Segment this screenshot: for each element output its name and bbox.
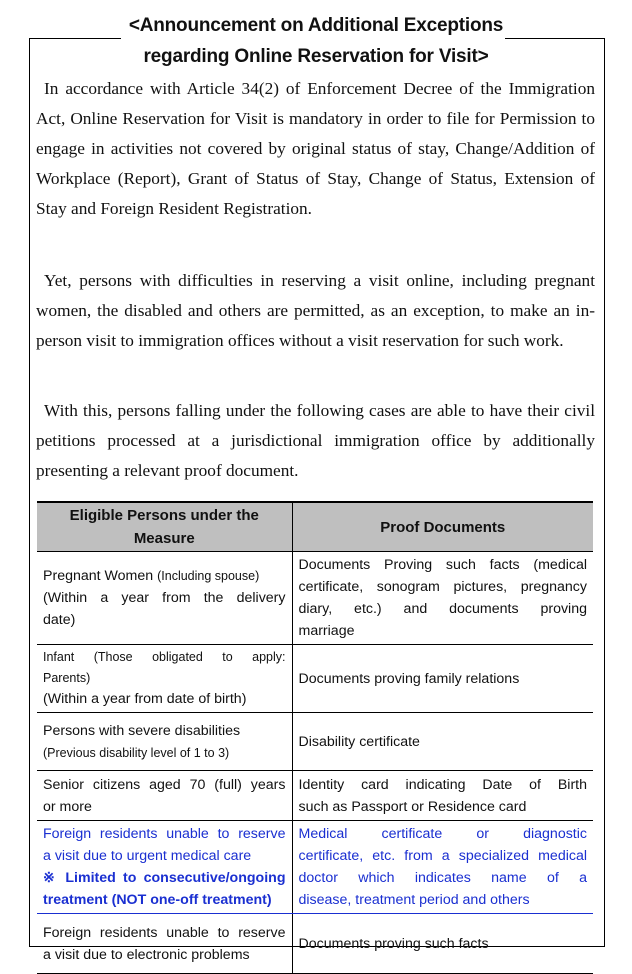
medical-proof-line-4: disease, treatment period and others [298,892,530,908]
pregnant-note: (Including spouse) [157,569,260,583]
pregnant-proof-line-4: marriage [298,623,355,639]
paragraph-1-text: In accordance with Article 34(2) of Enforcement Decree of the Immigration Act, Online Reservation for Visit is mandatory in order to file for Permission to engage in activities not covered by original status of stay, Change/Addition of Workplace (Report), Grant of Status of Stay, Change of Status, Extension of Stay and Foreign Resident Registration. [36,79,595,218]
table-row-senior [37,771,593,821]
medical-proof-line-3: doctor which indicates name of a [298,870,587,886]
cell-infant-proof: Documents proving family relations [292,645,593,713]
eligibility-table [37,501,593,974]
cell-senior-proof [292,771,593,821]
pregnant-proof-line-1: Documents Proving such facts (medical [298,557,587,573]
cell-disabled-eligible [37,713,292,771]
table-row-medical [37,821,593,914]
senior-proof-line-2: such as Passport or Residence card [298,798,527,815]
medical-label-end: a visit due to urgent medical care [43,848,252,864]
cell-medical-proof [292,821,593,914]
medical-limit-note: ※ Limited to consecutive/ongoing [43,870,286,886]
cell-electronic-proof: Documents proving such facts [292,914,593,974]
senior-label-end: or more [43,798,92,815]
pregnant-condition: (Within a year from the delivery [43,590,286,606]
header-eligible-persons: Eligible Persons under the Measure [37,502,292,552]
cell-infant-eligible [37,645,292,713]
senior-proof-line-1: Identity card indicating Date of Birth [298,776,587,793]
pregnant-label: Pregnant Women [43,568,154,584]
cell-disabled-proof: Disability certificate [292,713,593,771]
pregnant-condition-end: date) [43,612,76,628]
paragraph-1 [36,74,595,224]
infant-label-end: Parents) [43,671,91,685]
electronic-label-end: a visit due to electronic problems [43,946,250,963]
title-line-2: regarding Online Reservation for Visit> [143,46,489,67]
infant-condition: (Within a year from date of birth) [43,691,247,707]
senior-label: Senior citizens aged 70 (full) years [43,776,286,793]
paragraph-3-text: With this, persons falling under the following cases are able to have their civil petitions processed at a jurisdictional immigration office by additionally presenting a relevant proof document. [36,401,595,480]
medical-limit-note-end: treatment (NOT one-off treatment) [43,892,272,908]
table-row-pregnant [37,552,593,645]
pregnant-proof-line-3: diary, etc.) and documents proving [298,601,587,617]
header-proof-documents: Proof Documents [292,502,593,552]
table-row-disabled [37,713,593,771]
disabled-label: Persons with severe disabilities [43,722,241,739]
pregnant-proof-line-2: certificate, sonogram pictures, pregnancy [298,579,587,595]
medical-proof-line-2: certificate, etc. from a specialized medical [298,848,587,864]
paragraph-2-text: Yet, persons with difficulties in reserving a visit online, including pregnant women, the disabled and others are permitted, as an exception, to make an in-person visit to immigration offices without a visit reservation for such work. [36,271,595,350]
table-row-electronic [37,914,593,974]
paragraph-2 [36,266,595,356]
table-header-row [37,502,593,552]
title-line-1: <Announcement on Additional Exceptions [128,15,504,36]
cell-senior-eligible [37,771,292,821]
medical-proof-line-1: Medical certificate or diagnostic [298,826,587,842]
medical-label: Foreign residents unable to reserve [43,826,286,842]
cell-electronic-eligible [37,914,292,974]
cell-pregnant-proof [292,552,593,645]
cell-pregnant-eligible [37,552,292,645]
table-row-infant [37,645,593,713]
cell-medical-eligible [37,821,292,914]
disabled-note: (Previous disability level of 1 to 3) [43,745,230,760]
infant-label: Infant (Those obligated to apply: [43,650,286,664]
paragraph-3 [36,396,595,486]
electronic-label: Foreign residents unable to reserve [43,924,286,941]
